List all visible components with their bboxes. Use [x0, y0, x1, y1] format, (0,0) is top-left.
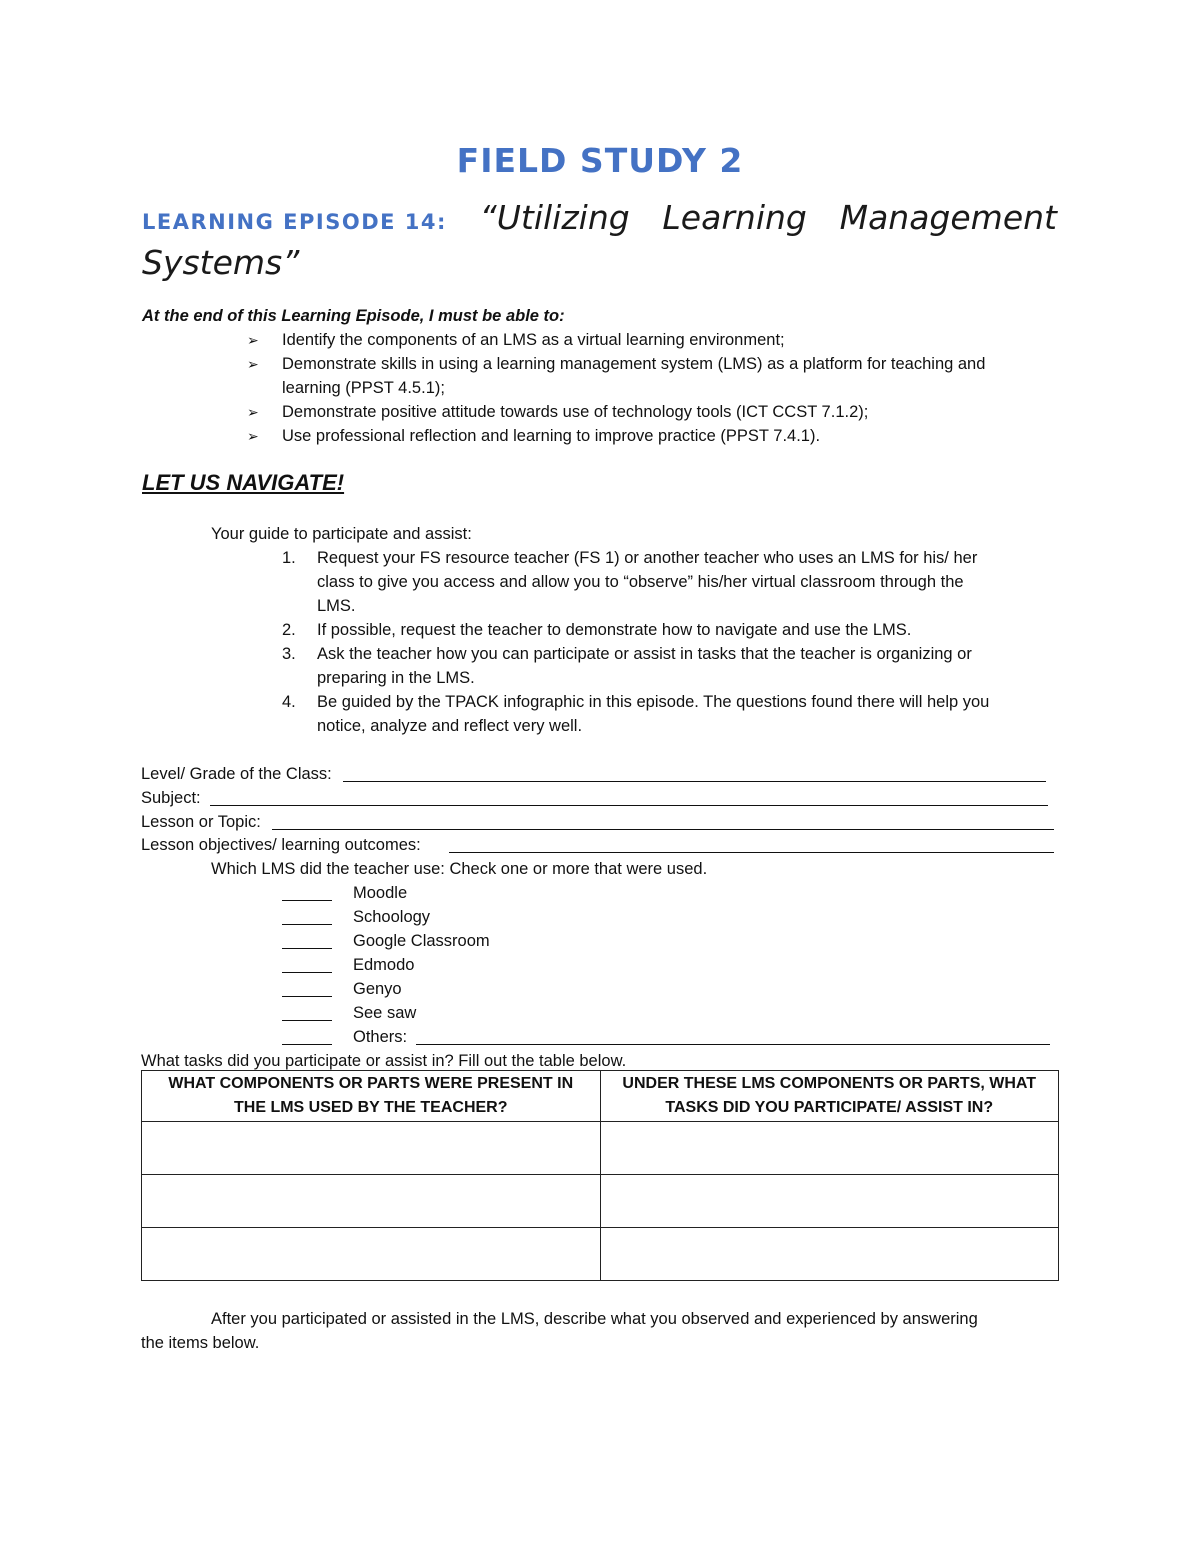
lesson-topic-blank[interactable] — [272, 829, 1054, 830]
lms-check-blank[interactable] — [282, 948, 332, 949]
subject-blank[interactable] — [210, 805, 1048, 806]
others-blank[interactable] — [416, 1044, 1050, 1045]
lms-check-blank[interactable] — [282, 1044, 332, 1045]
objective-item: Demonstrate skills in using a learning management system (LMS) as a platform for teaching and — [282, 355, 986, 373]
table-header-tasks — [600, 1071, 1059, 1122]
step-text: class to give you access and allow you to “observe” his/her virtual classroom through the — [317, 573, 964, 591]
step-text: LMS. — [317, 597, 356, 615]
lms-check-blank[interactable] — [282, 900, 332, 901]
header-line: THE LMS USED BY THE TEACHER? — [234, 1099, 508, 1116]
step-text: preparing in the LMS. — [317, 669, 475, 687]
lms-check-blank[interactable] — [282, 972, 332, 973]
lms-option: Moodle — [353, 884, 408, 902]
lms-check-blank[interactable] — [282, 1020, 332, 1021]
bullet-arrow-icon: ➢ — [247, 404, 259, 420]
table-cell[interactable] — [142, 1175, 601, 1228]
step-text: Ask the teacher how you can participate or assist in tasks that the teacher is organizing or — [317, 645, 972, 663]
header-line: UNDER THESE LMS COMPONENTS OR PARTS, WHAT — [622, 1075, 1037, 1092]
table-cell[interactable] — [600, 1228, 1059, 1281]
step-text: notice, analyze and reflect very well. — [317, 717, 583, 735]
subject-label: Subject: — [141, 789, 201, 807]
step-number: 4. — [282, 693, 296, 711]
episode-title-word: Management — [839, 198, 1057, 237]
objective-item: Use professional reflection and learning to improve practice (PPST 7.4.1). — [282, 427, 821, 445]
header-line: WHAT COMPONENTS OR PARTS WERE PRESENT IN — [168, 1075, 574, 1092]
table-row — [142, 1228, 1059, 1281]
after-instruction: After you participated or assisted in the LMS, describe what you observed and experienced by answering — [211, 1310, 978, 1328]
episode-label: LEARNING EPISODE 14: — [142, 210, 447, 234]
table-cell[interactable] — [600, 1175, 1059, 1228]
objective-item: Demonstrate positive attitude towards use of technology tools (ICT CCST 7.1.2); — [282, 403, 869, 421]
lesson-objectives-blank[interactable] — [449, 852, 1054, 853]
section-heading-navigate: LET US NAVIGATE! — [142, 470, 345, 495]
lesson-objectives-label: Lesson objectives/ learning outcomes: — [141, 836, 421, 854]
table-cell[interactable] — [600, 1122, 1059, 1175]
lms-check-blank[interactable] — [282, 996, 332, 997]
tasks-table — [141, 1070, 1059, 1281]
after-instruction-continued: the items below. — [141, 1334, 260, 1352]
lms-check-blank[interactable] — [282, 924, 332, 925]
episode-title-word: Learning — [662, 198, 807, 237]
episode-heading — [142, 198, 1057, 237]
lms-option: Schoology — [353, 908, 431, 926]
table-row — [142, 1175, 1059, 1228]
header-line: TASKS DID YOU PARTICIPATE/ ASSIST IN? — [665, 1099, 994, 1116]
step-number: 3. — [282, 645, 296, 663]
step-text: If possible, request the teacher to demonstrate how to navigate and use the LMS. — [317, 621, 912, 639]
level-grade-label: Level/ Grade of the Class: — [141, 765, 332, 783]
lms-option: Google Classroom — [353, 932, 490, 950]
lesson-topic-label: Lesson or Topic: — [141, 813, 261, 831]
guide-intro: Your guide to participate and assist: — [211, 525, 472, 543]
tasks-question: What tasks did you participate or assist in? Fill out the table below. — [141, 1052, 627, 1070]
objectives-intro: At the end of this Learning Episode, I must be able to: — [142, 307, 565, 325]
lms-option: Genyo — [353, 980, 402, 998]
level-grade-blank[interactable] — [343, 781, 1046, 782]
lms-question: Which LMS did the teacher use: Check one or more that were used. — [211, 860, 708, 878]
page-title: FIELD STUDY 2 — [456, 141, 744, 180]
bullet-arrow-icon: ➢ — [247, 428, 259, 444]
episode-title-line2: Systems” — [142, 243, 300, 282]
table-cell[interactable] — [142, 1228, 601, 1281]
step-text: Request your FS resource teacher (FS 1) or another teacher who uses an LMS for his/ her — [317, 549, 978, 567]
lms-option: Edmodo — [353, 956, 415, 974]
objective-item-continued: learning (PPST 4.5.1); — [282, 379, 445, 397]
step-number: 2. — [282, 621, 296, 639]
lms-option: Others: — [353, 1028, 408, 1046]
bullet-arrow-icon: ➢ — [247, 332, 259, 348]
lms-option: See saw — [353, 1004, 417, 1022]
objective-item: Identify the components of an LMS as a virtual learning environment; — [282, 331, 785, 349]
table-row — [142, 1122, 1059, 1175]
step-text: Be guided by the TPACK infographic in this episode. The questions found there will help you — [317, 693, 990, 711]
step-number: 1. — [282, 549, 296, 567]
episode-title-word: “Utilizing — [479, 198, 630, 237]
table-cell[interactable] — [142, 1122, 601, 1175]
bullet-arrow-icon: ➢ — [247, 356, 259, 372]
table-header-components — [142, 1071, 601, 1122]
